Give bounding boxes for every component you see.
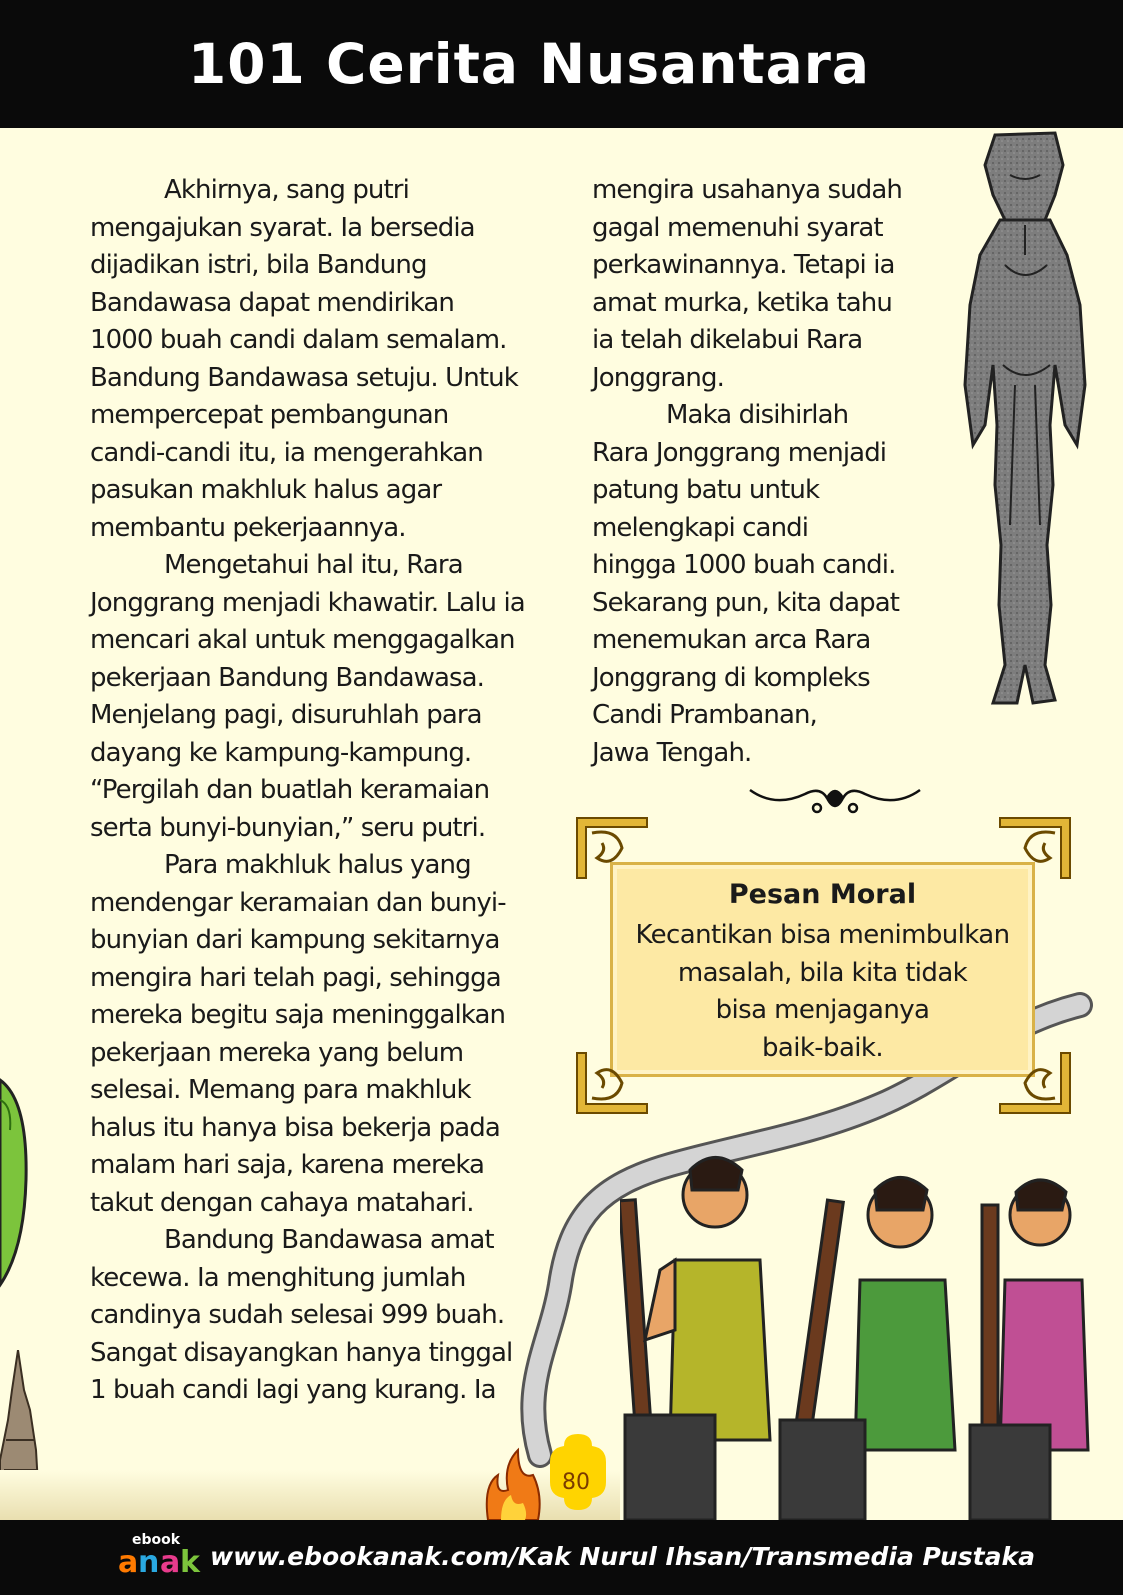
moral-text <box>613 917 1032 1067</box>
text-line: Sekarang pun, kita dapat <box>592 587 900 618</box>
moral-title: Pesan Moral <box>728 879 917 910</box>
text-line: candi-candi itu, ia mengerahkan <box>90 437 483 468</box>
maidens-pounding-illustration <box>620 1150 1100 1520</box>
ornament-divider-icon <box>745 780 925 820</box>
moral-line: baik-baik. <box>761 1032 884 1063</box>
text-line: menemukan arca Rara <box>592 625 871 655</box>
page-number: 80 <box>562 1470 590 1495</box>
text-line: Bandung Bandawasa amat <box>164 1225 494 1255</box>
text-line: Menjelang pagi, disuruhlah para <box>90 700 482 730</box>
text-line: Bandawasa dapat mendirikan <box>90 287 455 318</box>
text-line: melengkapi candi <box>592 512 809 543</box>
text-line: mengajukan syarat. Ia bersedia <box>90 212 475 243</box>
ornament-corner-icon <box>995 813 1075 883</box>
text-line: selesai. Memang para makhluk <box>90 1075 471 1105</box>
moral-message-box <box>610 862 1035 1077</box>
text-line: dayang ke kampung-kampung. <box>90 737 472 768</box>
stone-statue-illustration <box>955 125 1095 710</box>
text-line: takut dengan cahaya matahari. <box>90 1187 474 1218</box>
text-line: “Pergilah dan buatlah keramaian <box>90 775 490 805</box>
ornament-corner-icon <box>572 813 652 883</box>
text-line: Jawa Tengah. <box>592 737 752 768</box>
text-line: pekerjaan Bandung Bandawasa. <box>90 662 485 693</box>
footer-bar <box>0 1520 1123 1595</box>
text-line: halus itu hanya bisa bekerja pada <box>90 1112 500 1143</box>
moral-line: bisa menjaganya <box>715 995 930 1025</box>
text-line: dijadikan istri, bila Bandung <box>90 250 427 280</box>
text-line: gagal memenuhi syarat <box>592 212 883 243</box>
text-line: mereka begitu saja meninggalkan <box>90 1000 506 1030</box>
text-line: patung batu untuk <box>592 475 820 505</box>
text-line: 1 buah candi lagi yang kurang. Ia <box>90 1375 496 1405</box>
text-line: Para makhluk halus yang <box>164 850 471 880</box>
story-text-left-column <box>90 172 570 1410</box>
svg-text:ebook: ebook <box>132 1532 181 1548</box>
text-line: pekerjaan mereka yang belum <box>90 1037 464 1068</box>
text-line: membantu pekerjaannya. <box>90 512 406 543</box>
svg-text:a: a <box>160 1545 181 1578</box>
text-line: malam hari saja, karena mereka <box>90 1150 485 1180</box>
text-line: Bandung Bandawasa setuju. Untuk <box>90 362 518 393</box>
green-figure-illustration <box>0 1070 30 1290</box>
moral-line: masalah, bila kita tidak <box>677 957 968 988</box>
text-line: mengira usahanya sudah <box>592 175 902 205</box>
fire-illustration <box>483 1445 543 1520</box>
page-title: 101 Cerita Nusantara <box>188 32 870 96</box>
text-line: hingga 1000 buah candi. <box>592 550 896 580</box>
text-line: 1000 buah candi dalam semalam. <box>90 325 507 355</box>
header-bar <box>0 0 1123 128</box>
ebookanak-logo-icon <box>118 1528 210 1578</box>
text-line: Jonggrang di kompleks <box>592 662 870 693</box>
ornament-corner-icon <box>995 1048 1075 1118</box>
text-line: ia telah dikelabui Rara <box>592 325 863 355</box>
text-line: Candi Prambanan, <box>592 700 817 730</box>
text-line: Maka disihirlah <box>666 400 849 430</box>
text-line: mempercepat pembangunan <box>90 400 449 430</box>
text-line: kecewa. Ia menghitung jumlah <box>90 1262 466 1293</box>
text-line: serta bunyi-bunyian,” seru putri. <box>90 812 486 843</box>
text-line: Rara Jonggrang menjadi <box>592 437 887 468</box>
text-line: amat murka, ketika tahu <box>592 287 892 318</box>
text-line: bunyian dari kampung sekitarnya <box>90 925 500 955</box>
footer-credit: www.ebookanak.com/Kak Nurul Ihsan/Transmedia Pustaka <box>210 1542 1035 1571</box>
text-line: Jonggrang menjadi khawatir. Lalu ia <box>90 587 525 618</box>
moral-line: Kecantikan bisa menimbulkan <box>635 920 1010 950</box>
text-line: Jonggrang. <box>592 362 724 393</box>
text-line: mencari akal untuk menggagalkan <box>90 625 515 655</box>
text-line: perkawinannya. Tetapi ia <box>592 250 895 280</box>
ornament-corner-icon <box>572 1048 652 1118</box>
text-line: mengira hari telah pagi, sehingga <box>90 962 501 993</box>
text-line: Mengetahui hal itu, Rara <box>164 550 463 580</box>
text-line: Akhirnya, sang putri <box>164 175 409 205</box>
svg-text:a: a <box>118 1545 139 1578</box>
svg-text:k: k <box>180 1545 200 1578</box>
story-text-right-column <box>592 172 932 772</box>
text-line: Sangat disayangkan hanya tinggal <box>90 1337 513 1368</box>
text-line: candinya sudah selesai 999 buah. <box>90 1300 505 1330</box>
text-line: pasukan makhluk halus agar <box>90 475 442 505</box>
text-line: mendengar keramaian dan bunyi- <box>90 887 506 918</box>
svg-text:n: n <box>138 1545 160 1578</box>
